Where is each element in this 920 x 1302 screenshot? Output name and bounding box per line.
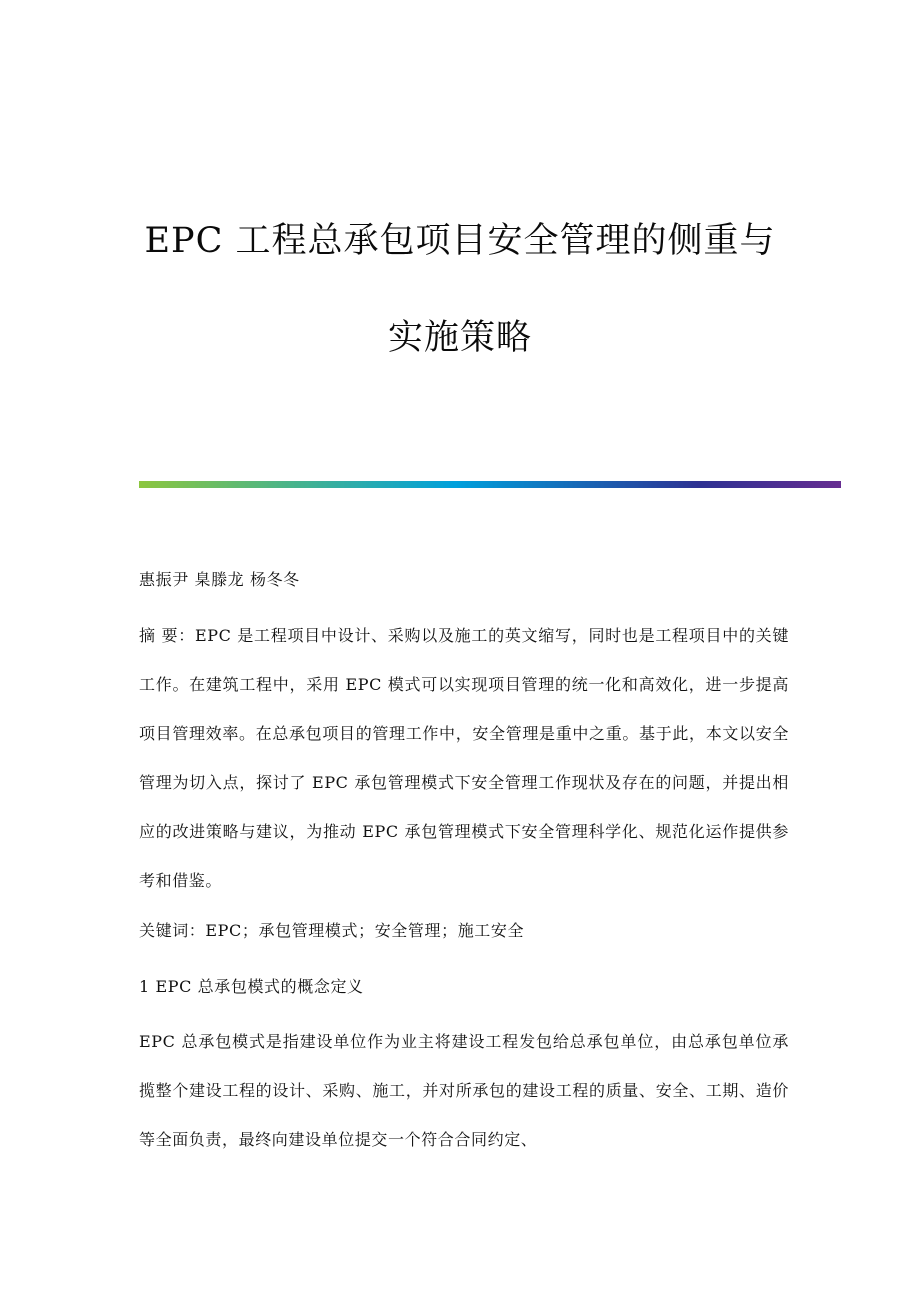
body-paragraph: EPC 总承包模式是指建设单位作为业主将建设工程发包给总承包单位，由总承包单位承揽整个建设工程的设计、采购、施工，并对所承包的建设工程的质量、安全、工期、造价等全面负责，最终向建设单位提交一个符合合同约定、 bbox=[139, 1032, 789, 1149]
gradient-divider bbox=[139, 481, 841, 488]
document-title-line-2: 实施策略 bbox=[387, 318, 532, 358]
author-list: 惠振尹 臬滕龙 杨冬冬 bbox=[139, 570, 300, 589]
document-title-line-1: EPC 工程总承包项目安全管理的侧重与 bbox=[144, 221, 776, 261]
section-heading: 1 EPC 总承包模式的概念定义 bbox=[139, 977, 364, 996]
abstract-paragraph: 摘 要：EPC 是工程项目中设计、采购以及施工的英文缩写，同时也是工程项目中的关键工作。在建筑工程中，采用 EPC 模式可以实现项目管理的统一化和高效化，进一步提高项目管理效率。在总承包项目的管理工作中，安全管理是重中之重。基于此，本文以安全管理为切入点，探讨了 EPC 承包管理模式下安全管理工作现状及存在的问题，并提出相应的改进策略与建议，为推动 EPC 承包管理模式下安全管理科学化、规范化运作提供参考和借鉴。 bbox=[139, 626, 789, 890]
keywords-line: 关键词：EPC；承包管理模式；安全管理；施工安全 bbox=[139, 921, 525, 940]
